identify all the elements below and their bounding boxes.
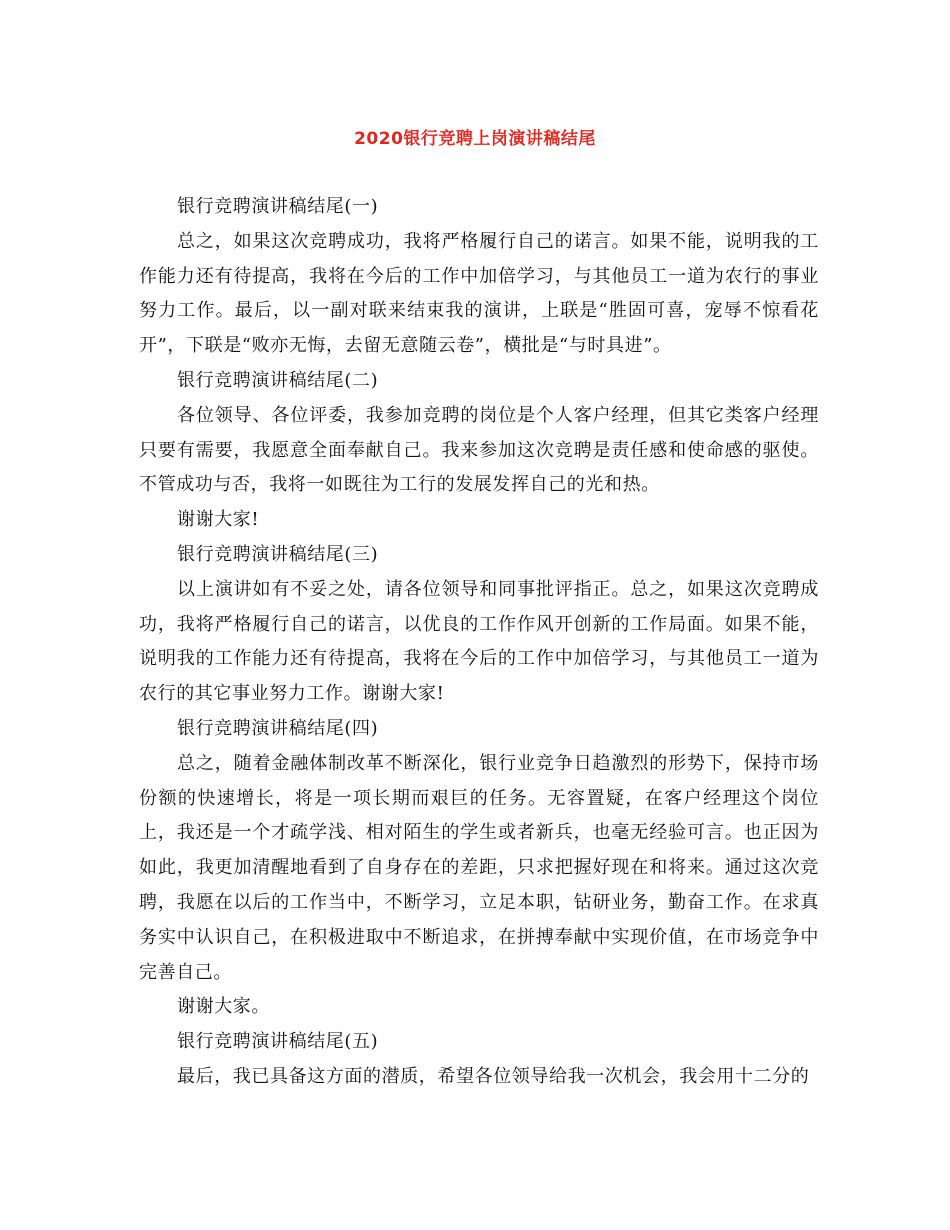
section-heading-3: 银行竞聘演讲稿结尾(三) xyxy=(177,543,379,565)
paragraph-2: 各位领导、各位评委，我参加竞聘的岗位是个人客户经理，但其它类客户经理只要有需要，我愿意全面奉献自己。我来参加这次竞聘是责任感和使命感的驱使。不管成功与否，我将一如既往为工行的发展发挥自己的光和热。 xyxy=(139,404,819,496)
thanks-line-1: 谢谢大家! xyxy=(177,509,260,531)
document-body xyxy=(139,190,819,1095)
thanks-line-2: 谢谢大家。 xyxy=(177,996,270,1018)
paragraph-1: 总之，如果这次竞聘成功，我将严格履行自己的诺言。如果不能，说明我的工作能力还有待提高，我将在今后的工作中加倍学习，与其他员工一道为农行的事业努力工作。最后，以一副对联来结束我的演讲，上联是“胜固可喜，宠辱不惊看花开”，下联是“败亦无悔，去留无意随云卷”，横批是“与时具进”。 xyxy=(139,230,819,357)
paragraph-3: 以上演讲如有不妥之处，请各位领导和同事批评指正。总之，如果这次竞聘成功，我将严格履行自己的诺言，以优良的工作作风开创新的工作局面。如果不能，说明我的工作能力还有待提高，我将在今后的工作中加倍学习，与其他员工一道为农行的其它事业努力工作。谢谢大家! xyxy=(139,578,819,705)
section-heading-2: 银行竞聘演讲稿结尾(二) xyxy=(177,369,379,391)
section-heading-1: 银行竞聘演讲稿结尾(一) xyxy=(177,196,379,217)
paragraph-4: 总之，随着金融体制改革不断深化，银行业竞争日趋激烈的形势下，保持市场份额的快速增长，将是一项长期而艰巨的任务。无容置疑，在客户经理这个岗位上，我还是一个才疏学浅、相对陌生的学生或者新兵，也毫无经验可言。也正因为如此，我更加清醒地看到了自身存在的差距，只求把握好现在和将来。通过这次竞聘，我愿在以后的工作当中，不断学习，立足本职，钻研业务，勤奋工作。在求真务实中认识自己，在积极进取中不断追求，在拼搏奉献中实现价值，在市场竞争中完善自己。 xyxy=(139,752,819,983)
section-heading-5: 银行竞聘演讲稿结尾(五) xyxy=(177,1031,379,1053)
document-title: 2020银行竞聘上岗演讲稿结尾 xyxy=(354,129,596,149)
section-heading-4: 银行竞聘演讲稿结尾(四) xyxy=(177,717,379,739)
paragraph-5: 最后，我已具备这方面的潜质，希望各位领导给我一次机会，我会用十二分的 xyxy=(177,1065,810,1087)
